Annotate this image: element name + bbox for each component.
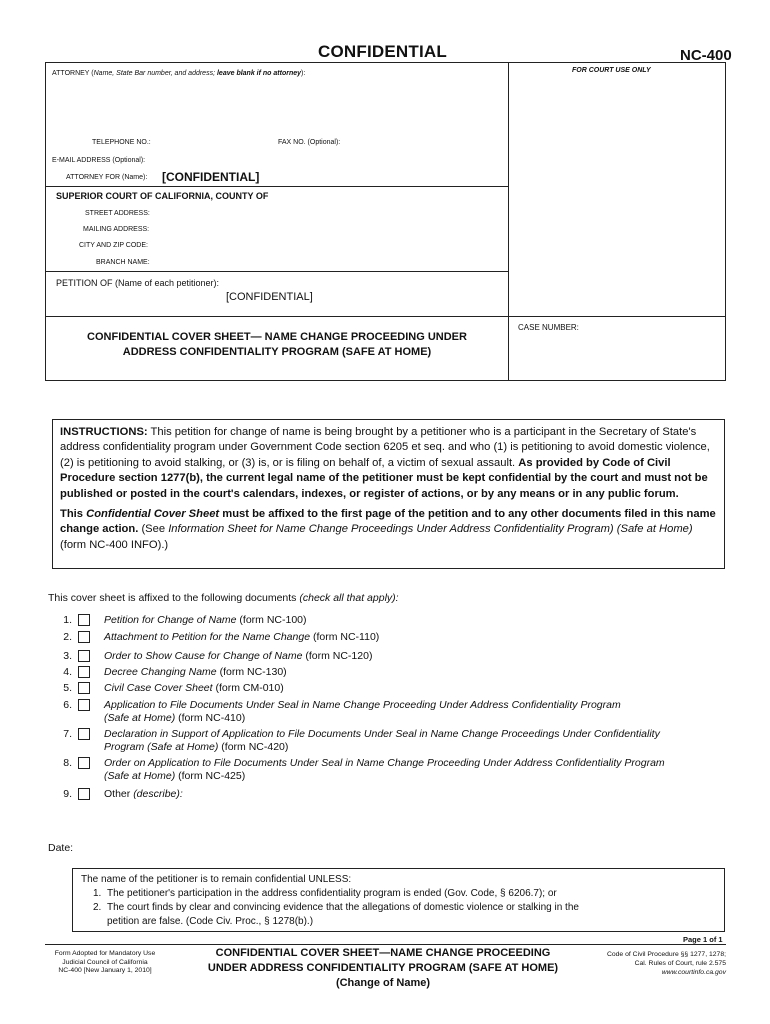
form-adopted: Form Adopted for Mandatory Use Judicial Council of California NC-400 [New January 1, 2010] [54, 950, 156, 974]
petition-of-value: [CONFIDENTIAL] [226, 291, 313, 303]
attorney-label: ATTORNEY (Name, State Bar number, and address; leave blank if no attorney): [52, 70, 306, 77]
footer-rule [45, 944, 726, 945]
court-divider [45, 186, 508, 187]
confidential-header: CONFIDENTIAL [318, 42, 447, 61]
title-divider [45, 316, 726, 317]
court-title: SUPERIOR COURT OF CALIFORNIA, COUNTY OF [56, 191, 269, 201]
document-checkbox[interactable] [78, 614, 90, 626]
document-checkbox[interactable] [78, 788, 90, 800]
affixed-instruction: This cover sheet is affixed to the following documents (check all that apply): [48, 592, 399, 604]
caption-divider [508, 62, 509, 381]
confidentiality-note: The name of the petitioner is to remain confidential UNLESS: 1. The petitioner's participation in the address confidentiality program is ended (Gov. Code, § 6206.7); or 2. The court finds by clear and convincing evidence that the allegations of domestic violence or stalking in the petition are false. (Code Civ. Proc., § 1278(b).) [72, 868, 725, 932]
page-number: Page 1 of 1 [683, 935, 723, 944]
document-checkbox[interactable] [78, 682, 90, 694]
document-checkbox[interactable] [78, 666, 90, 678]
street-address-label: STREET ADDRESS: [85, 210, 150, 217]
mailing-address-label: MAILING ADDRESS: [83, 226, 150, 233]
city-zip-label: CITY AND ZIP CODE: [79, 242, 148, 249]
document-checkbox[interactable] [78, 728, 90, 740]
email-label: E-MAIL ADDRESS (Optional): [52, 157, 146, 164]
form-title: CONFIDENTIAL COVER SHEET— NAME CHANGE PROCEEDING UNDER ADDRESS CONFIDENTIALITY PROGRAM (SAFE AT HOME) [87, 331, 467, 358]
petition-of-label: PETITION OF (Name of each petitioner): [56, 278, 220, 288]
document-checkbox[interactable] [78, 650, 90, 662]
legal-citations: Code of Civil Procedure §§ 1277, 1278; Cal. Rules of Court, rule 2.575 www.courtinfo.ca.gov [590, 950, 726, 977]
court-use-label: FOR COURT USE ONLY [572, 67, 651, 74]
attorney-for-value: [CONFIDENTIAL] [162, 170, 260, 184]
petition-divider [45, 271, 508, 272]
fax-label: FAX NO. (Optional): [278, 139, 341, 146]
instructions-box: INSTRUCTIONS: This petition for change of name is being brought by a petitioner who is a participant in the Secretary of State's address confidentiality program under Government Code section 6205 et seq. and who (1) is petitioning to avoid domestic violence, (2) is petitioning to avoid stalking, or (3) is, or is filing on behalf of, a victim of sexual assault. As provided by Code of Civil Procedure section 1277(b), the current legal name of the petitioner must be kept confidential by the court and must not be published or posted in the court's calendars, indexes, or register of actions, or by any means or in any public forum. This Confidential Cover Sheet must be affixed to the first page of the petition and to any other documents filed in this name change action. (See Information Sheet for Name Change Proceedings Under Address Confidentiality Program) (Safe at Home) (form NC-400 INFO).) [52, 419, 725, 569]
attorney-for-label: ATTORNEY FOR (Name): [66, 174, 148, 181]
case-number-label: CASE NUMBER: [518, 323, 579, 332]
footer-title: CONFIDENTIAL COVER SHEET—NAME CHANGE PROCEEDING UNDER ADDRESS CONFIDENTIALITY PROGRAM (SAFE AT HOME) (Change of Name) [207, 947, 559, 989]
branch-name-label: BRANCH NAME: [96, 259, 150, 266]
date-label: Date: [48, 842, 74, 854]
form-number: NC-400 [680, 47, 732, 64]
document-checkbox[interactable] [78, 757, 90, 769]
document-checkbox[interactable] [78, 631, 90, 643]
courtinfo-link[interactable]: www.courtinfo.ca.gov [661, 969, 726, 976]
telephone-label: TELEPHONE NO.: [92, 139, 151, 146]
document-checkbox[interactable] [78, 699, 90, 711]
